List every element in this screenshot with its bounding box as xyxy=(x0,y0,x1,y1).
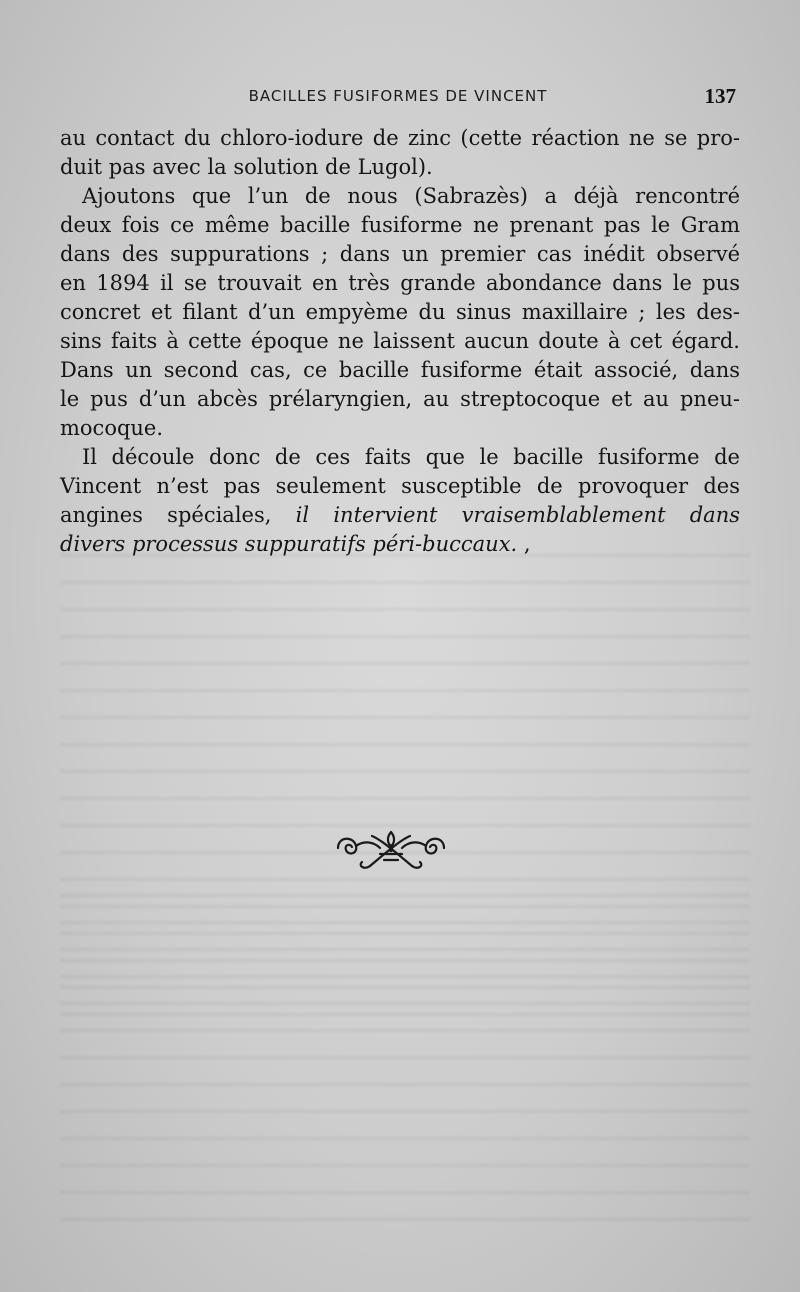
text-italic: divers processus suppuratifs péri-buccaux. xyxy=(60,532,518,556)
text-line: concret et filant d’un empyème du sinus maxillaire ; les des- xyxy=(60,300,740,324)
text-line: le pus d’un abcès prélaryngien, au streptocoque et au pneu- xyxy=(60,387,740,411)
running-header xyxy=(60,84,736,108)
running-title: BACILLES FUSIFORMES DE VINCENT xyxy=(248,87,548,105)
text-line: au contact du chloro-iodure de zinc (cette réaction ne se pro- xyxy=(60,126,740,150)
show-through-text-back-lower xyxy=(60,880,750,1240)
text-line-mixed xyxy=(60,501,740,530)
text-roman: , xyxy=(517,532,531,556)
fleuron-ornament-icon xyxy=(330,826,452,872)
text-line: Vincent n’est pas seulement susceptible de provoquer des xyxy=(60,474,740,498)
text-line: en 1894 il se trouvait en très grande abondance dans le pus xyxy=(60,271,740,295)
text-italic: il intervient vraisemblablement dans xyxy=(295,503,741,527)
text-line: mocoque. xyxy=(60,416,164,440)
text-line-italic xyxy=(60,530,740,559)
text-line: Il découle donc de ces faits que le bacille fusiforme de xyxy=(82,445,740,469)
text-line: sins faits à cette époque ne laissent aucun doute à cet égard. xyxy=(60,329,740,353)
page-number: 137 xyxy=(704,84,736,108)
text-line: duit pas avec la solution de Lugol). xyxy=(60,155,433,179)
body-text xyxy=(60,124,740,559)
text-line: deux fois ce même bacille fusiforme ne prenant pas le Gram xyxy=(60,213,740,237)
text-line: Ajoutons que l’un de nous (Sabrazès) a déjà rencontré xyxy=(82,184,740,208)
text-roman: angines spéciales, xyxy=(60,503,296,527)
text-line: Dans un second cas, ce bacille fusiforme était associé, dans xyxy=(60,358,740,382)
text-line: dans des suppurations ; dans un premier cas inédit observé xyxy=(60,242,740,266)
